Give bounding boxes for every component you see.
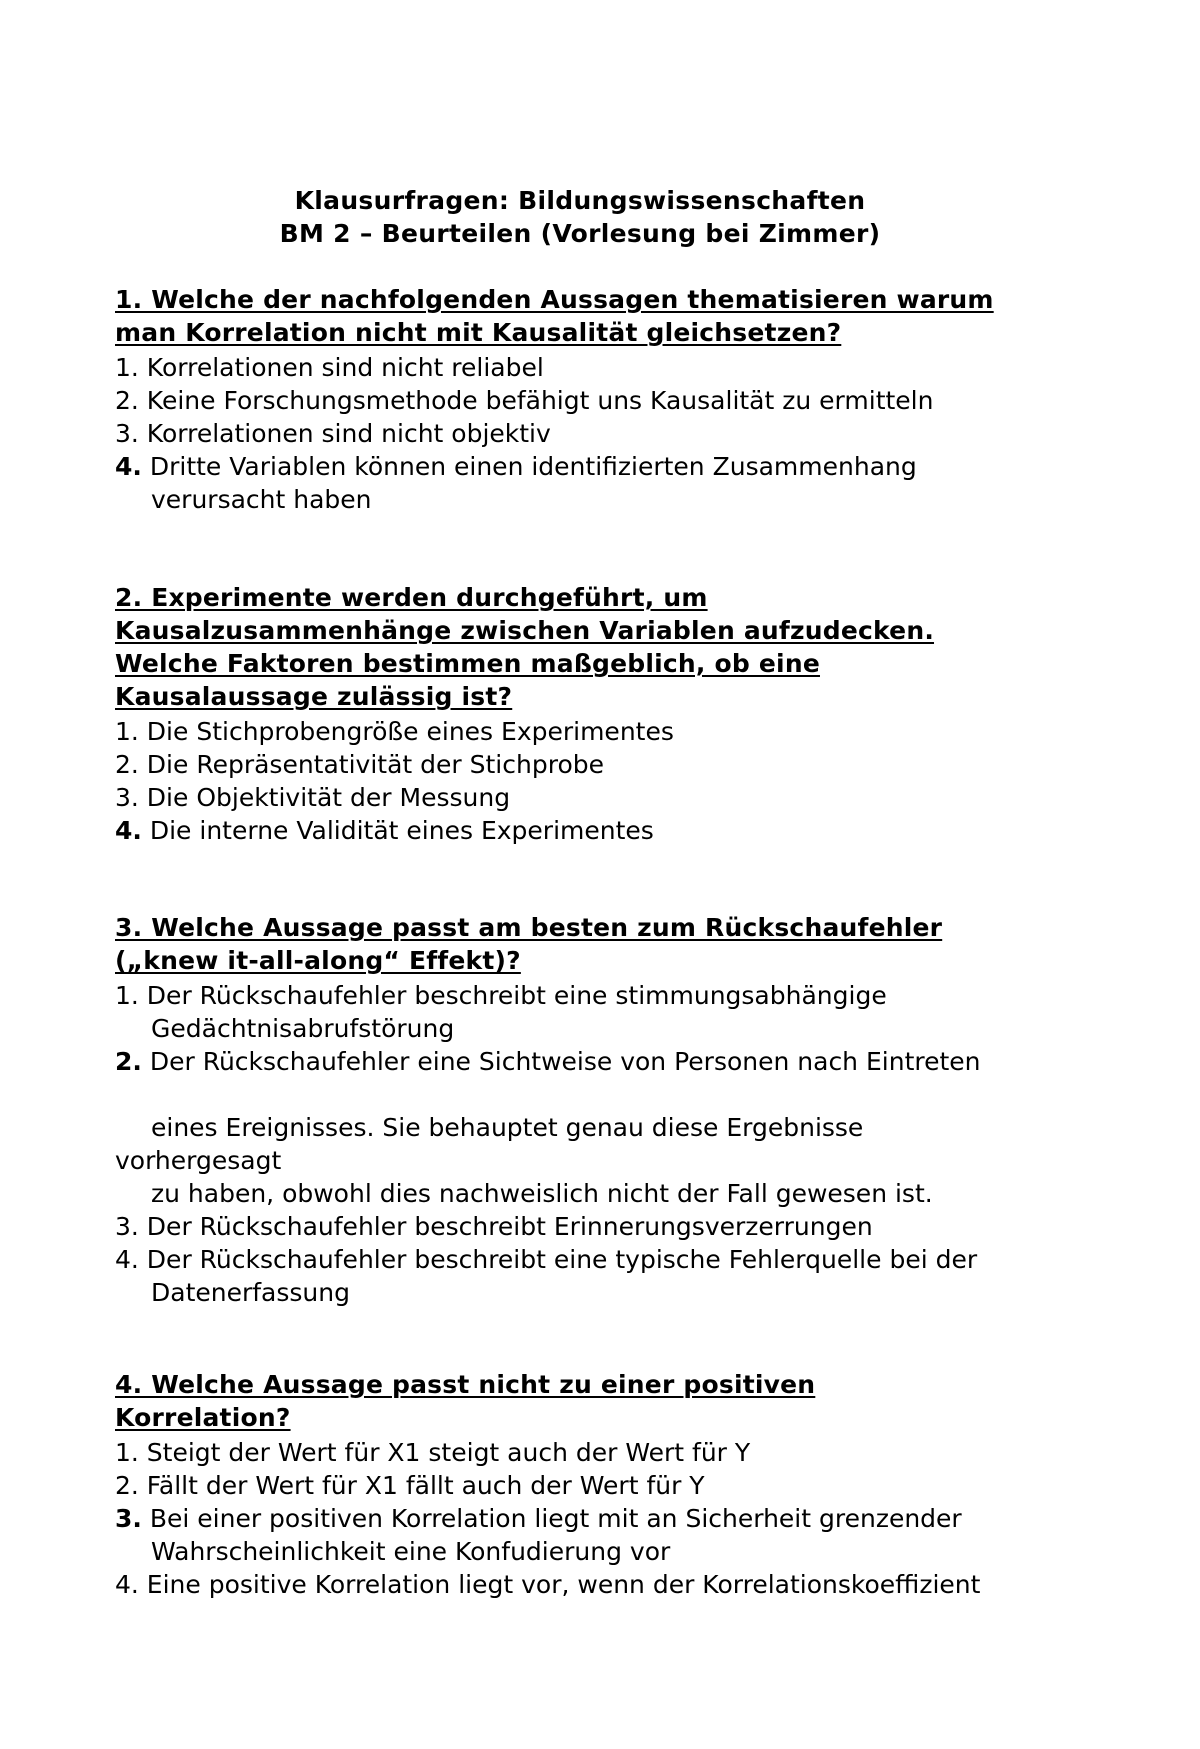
answer-item: 1. Korrelationen sind nicht reliabel <box>115 353 544 382</box>
answer-item: 3. Die Objektivität der Messung <box>115 783 511 812</box>
answer-item: 2. Keine Forschungsmethode befähigt uns Kausalität zu ermitteln <box>115 386 934 415</box>
answer-item: 2. Fällt der Wert für X1 fällt auch der Wert für Y <box>115 1471 705 1500</box>
answer-item-correct: 3. Bei einer positiven Korrelation liegt mit an Sicherheit grenzender <box>115 1504 962 1533</box>
question-1 <box>115 283 1115 516</box>
question-4 <box>115 1368 1115 1601</box>
answer-item-correct: 4. Dritte Variablen können einen identifizierten Zusammenhang <box>115 452 917 481</box>
answer-item: 1. Steigt der Wert für X1 steigt auch der Wert für Y <box>115 1438 751 1467</box>
answer-list <box>115 979 1115 1309</box>
answer-item: 2. Die Repräsentativität der Stichprobe <box>115 750 604 779</box>
answer-item: 4. Der Rückschaufehler beschreibt eine typische Fehlerquelle bei der <box>115 1245 978 1274</box>
answer-item: 4. Eine positive Korrelation liegt vor, wenn der Korrelationskoeffizient <box>115 1570 981 1599</box>
document-title: Klausurfragen: Bildungswissenschaften <box>294 186 866 215</box>
answer-continuation: Wahrscheinlichkeit eine Konfudierung vor <box>151 1537 671 1566</box>
answer-continuation: Gedächtnisabrufstörung <box>151 1014 455 1043</box>
question-3 <box>115 911 1115 1309</box>
answer-item: 3. Korrelationen sind nicht objektiv <box>115 419 551 448</box>
question-title: 4. Welche Aussage passt nicht zu einer positiven Korrelation? <box>115 1370 816 1432</box>
answer-list <box>115 715 1115 847</box>
answer-continuation: vorhergesagt <box>115 1146 282 1175</box>
answer-item: 3. Der Rückschaufehler beschreibt Erinnerungsverzerrungen <box>115 1212 873 1241</box>
answer-continuation: verursacht haben <box>151 485 372 514</box>
question-title: 2. Experimente werden durchgeführt, um Kausalzusammenhänge zwischen Variablen aufzudecken. Welche Faktoren bestimmen maßgeblich, ob eine Kausalaussage zulässig ist? <box>115 583 935 711</box>
answer-continuation: zu haben, obwohl dies nachweislich nicht der Fall gewesen ist. <box>151 1179 933 1208</box>
document-header <box>0 184 1160 250</box>
answer-list <box>115 1436 1115 1601</box>
document-subtitle: BM 2 – Beurteilen (Vorlesung bei Zimmer) <box>279 219 881 248</box>
answer-item-correct: 4. Die interne Validität eines Experimentes <box>115 816 654 845</box>
question-2 <box>115 581 1115 847</box>
question-title: 3. Welche Aussage passt am besten zum Rückschaufehler („knew it-all-along“ Effekt)? <box>115 913 943 975</box>
answer-item: 1. Die Stichprobengröße eines Experimentes <box>115 717 674 746</box>
question-title: 1. Welche der nachfolgenden Aussagen thematisieren warum man Korrelation nicht mit Kausalität gleichsetzen? <box>115 285 994 347</box>
answer-list <box>115 351 1115 516</box>
answer-continuation: eines Ereignisses. Sie behauptet genau diese Ergebnisse <box>151 1113 864 1142</box>
answer-item: 1. Der Rückschaufehler beschreibt eine stimmungsabhängige <box>115 981 887 1010</box>
answer-item-correct: 2. Der Rückschaufehler eine Sichtweise von Personen nach Eintreten <box>115 1047 981 1076</box>
blank-line <box>115 1078 1115 1111</box>
answer-continuation: Datenerfassung <box>151 1278 350 1307</box>
